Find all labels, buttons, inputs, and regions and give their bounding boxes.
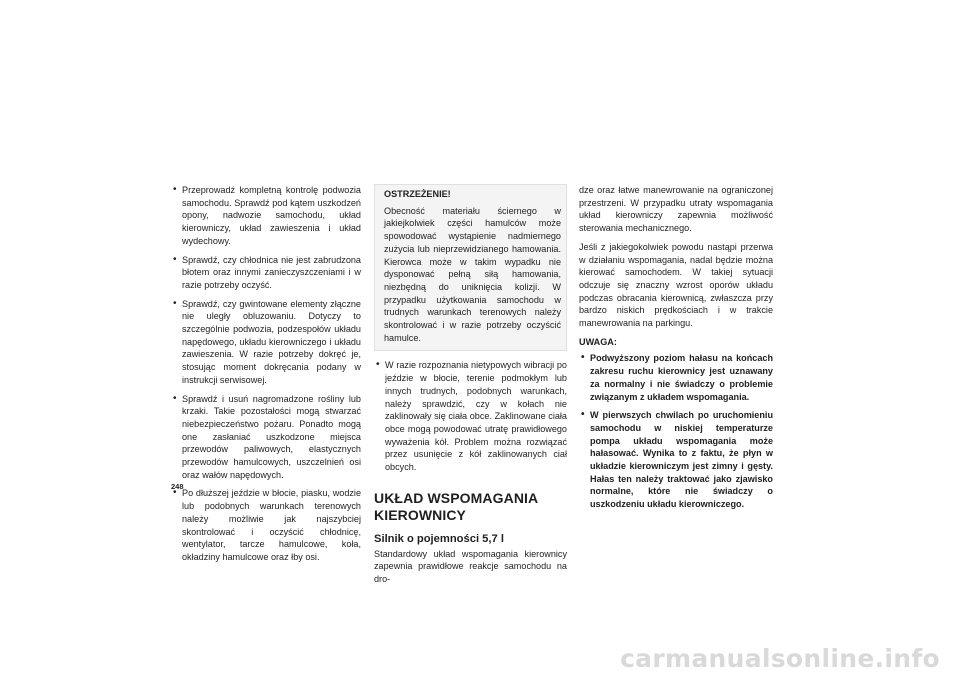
column-right: [579, 184, 773, 517]
inspection-bullet-list: [171, 184, 361, 564]
list-item: • Przeprowadź kompletną kontrolę podwozia samochodu. Sprawdź pod kątem uszkodzeń opony, nadwozie samochodu, układ kierowniczy, układ zawieszenia i układ wydechowy.: [171, 184, 361, 248]
list-item: • W pierwszych chwilach po uruchomieniu samochodu w niskiej temperaturze pompa układu wspomagania może hałasować. Wynika to z faktu, że płyn w układzie kierowniczym jest zimny i gęsty. Hałas ten należy traktować jako zjawisko normalne, które nie świadczy o uszkodzeniu układu kierowniczego.: [579, 409, 773, 511]
list-item: • W razie rozpoznania nietypowych wibracji po jeździe w błocie, terenie podmokłym lub innych trudnych, podobnych warunkach, należy sprawdzić, czy w kołach nie zaklinowały się ciała obce. Zaklinowane ciała obce mogą powodować utratę prawidłowego wyważenia kół. Problem można rozwiązać przez usunięcie z kół zaklinowanych ciał obcych.: [374, 359, 567, 473]
list-item: • Sprawdź, czy chłodnica nie jest zabrudzona błotem oraz innymi zanieczyszczeniami i w razie potrzeby oczyść.: [171, 254, 361, 292]
body-paragraph: Standardowy układ wspomagania kierownicy zapewnia prawidłowe reakcje samochodu na dro-: [374, 548, 567, 585]
watermark: carmanualsonline.info: [620, 644, 940, 673]
list-item: • Sprawdź i usuń nagromadzone rośliny lub krzaki. Takie pozostałości mogą stwarzać niebezpieczeństwo pożaru. Ponadto mogą one zasłaniać uszkodzone miejsca przewodów paliwowych, elastycznych przewodów hamulcowych, uszczelnień osi oraz wałów napędowych.: [171, 393, 361, 482]
body-paragraph: Jeśli z jakiegokolwiek powodu nastąpi przerwa w działaniu wspomagania, nadal będzie można kierować samochodem. W takiej sytuacji odczuje się znaczny wzrost oporów układu podczas obracania kierownicą, zwłaszcza przy bardzo niskich prędkościach i w trakcie manewrowania na parkingu.: [579, 241, 773, 329]
warning-text: Obecność materiału ściernego w jakiejkolwiek części hamulców może spowodować wystąpienie nadmiernego zużycia lub nieprzewidzianego hamowania. Kierowca może w takim wypadku nie dysponować pełną siłą hamowania, niezbędną do uniknięcia kolizji. W przypadku użytkowania samochodu w trudnych warunkach terenowych należy skontrolować i w razie potrzeby oczyścić hamulce.: [384, 205, 561, 343]
warning-box: [374, 184, 567, 351]
subsection-title: Silnik o pojemności 5,7 l: [374, 532, 504, 545]
list-item: • Sprawdź, czy gwintowane elementy złączne nie uległy obluzowaniu. Dotyczy to szczególnie podwozia, podzespołów układu napędowego, układu kierowniczego i układu zawieszenia. W razie potrzeby dokręć je, stosując moment dokręcania podany w instrukcji serwisowej.: [171, 298, 361, 387]
list-item: • Podwyższony poziom hałasu na końcach zakresu ruchu kierownicy jest uznawany za normalny i nie świadczy o problemie związanym z układem wspomagania.: [579, 352, 773, 403]
section-title: UKŁAD WSPOMAGANIA KIEROWNICY: [374, 489, 538, 523]
vibration-bullet-list: [374, 359, 567, 473]
column-middle: [374, 184, 567, 592]
note-title: UWAGA:: [579, 336, 617, 347]
list-item: • Po dłuższej jeździe w błocie, piasku, wodzie lub podobnych warunkach terenowych należy możliwie jak najszybciej skontrolować i oczyścić chłodnicę, wentylator, tarcze hamulcowe, koła, okładziny hamulcowe oraz łby osi.: [171, 487, 361, 563]
page-number: 248: [171, 482, 184, 491]
warning-title: OSTRZEŻENIE!: [384, 189, 451, 199]
note-bullet-list: [579, 352, 773, 510]
body-paragraph: dze oraz łatwe manewrowanie na ograniczonej przestrzeni. W przypadku utraty wspomagania układ kierowniczy zapewnia możliwość sterowania mechanicznego.: [579, 185, 773, 234]
column-left: [171, 184, 361, 570]
